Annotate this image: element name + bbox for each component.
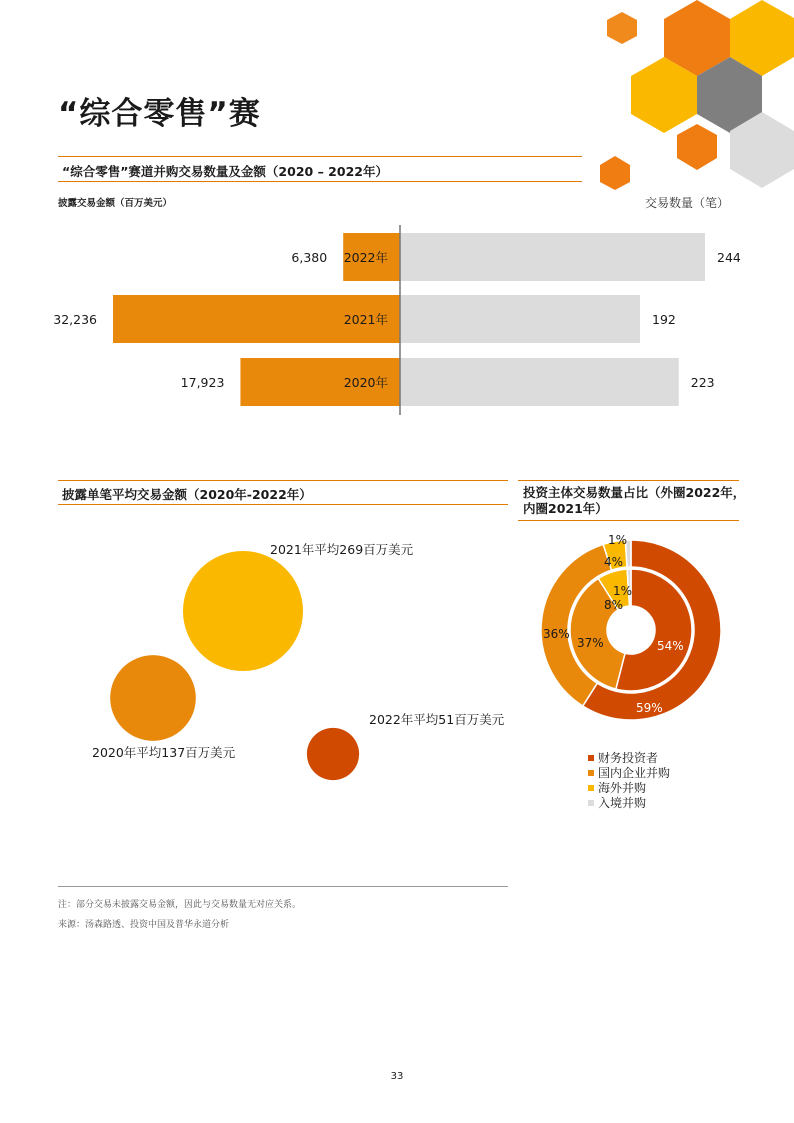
section1-top-rule	[58, 156, 582, 157]
section3-top-rule	[518, 480, 739, 481]
section3-title	[523, 485, 745, 517]
count-value-label: 192	[652, 312, 676, 327]
inner-ring-label: 54%	[657, 639, 684, 653]
section2-title: 披露单笔平均交易金额（2020年-2022年）	[62, 487, 312, 502]
year-label: 2021年	[343, 312, 388, 327]
inner-ring-label: 37%	[577, 636, 604, 650]
bubble-label: 2022年平均51百万美元	[369, 712, 505, 727]
butterfly-bar-chart	[0, 220, 794, 420]
count-value-label: 223	[690, 375, 715, 390]
count-bar	[400, 358, 679, 406]
notes-rule	[58, 886, 508, 887]
section3-title-line1: 投资主体交易数量占比（外圈2022年，	[523, 485, 746, 500]
donut-legend	[588, 750, 670, 810]
footnote: 注：部分交易未披露交易金额，因此与交易数量无对应关系。	[58, 900, 302, 910]
legend-label: 财务投资者	[598, 751, 659, 765]
bubble	[307, 728, 359, 780]
legend-item	[588, 750, 670, 765]
amount-value-label: 32,236	[53, 312, 97, 327]
amount-axis-label: 披露交易金额（百万美元）	[58, 198, 173, 209]
page-number: 33	[390, 1071, 404, 1082]
count-value-label: 244	[717, 250, 741, 265]
count-axis-label: 交易数量（笔）	[645, 196, 730, 210]
legend-label: 海外并购	[598, 781, 647, 795]
section3-bottom-rule	[518, 520, 739, 521]
outer-ring-label: 1%	[608, 533, 628, 547]
section2-top-rule	[58, 480, 508, 481]
bubble-label: 2021年平均269百万美元	[270, 542, 414, 557]
legend-item	[588, 780, 670, 795]
bubble	[183, 551, 303, 671]
section1-title: “综合零售”赛道并购交易数量及金额（2020 – 2022年）	[62, 164, 388, 179]
year-label: 2020年	[343, 375, 388, 390]
outer-ring-label: 59%	[636, 701, 663, 715]
amount-value-label: 17,923	[180, 375, 225, 390]
page-title: “综合零售”赛	[58, 96, 261, 132]
donut-chart	[520, 525, 740, 735]
section1-bottom-rule	[58, 181, 582, 182]
inner-ring-label: 8%	[604, 598, 624, 612]
count-bar	[400, 295, 640, 343]
legend-swatch	[588, 785, 594, 791]
section2-bottom-rule	[58, 504, 508, 505]
legend-swatch	[588, 755, 594, 761]
amount-value-label: 6,380	[291, 250, 328, 265]
legend-swatch	[588, 800, 594, 806]
bubble-chart	[0, 520, 520, 800]
inner-ring-label: 1%	[613, 584, 633, 598]
bubble	[110, 655, 196, 741]
legend-label: 入境并购	[598, 796, 647, 810]
legend-item	[588, 795, 670, 810]
source-note: 来源：汤森路透、投资中国及普华永道分析	[58, 920, 230, 930]
count-bar	[400, 233, 705, 281]
year-label: 2022年	[343, 250, 388, 265]
bubble-label: 2020年平均137百万美元	[92, 745, 236, 760]
outer-ring-label: 36%	[543, 627, 570, 641]
legend-swatch	[588, 770, 594, 776]
legend-label: 国内企业并购	[598, 766, 671, 780]
section3-title-line2: 内圈2021年）	[523, 501, 608, 516]
legend-item	[588, 765, 670, 780]
outer-ring-label: 4%	[604, 555, 624, 569]
